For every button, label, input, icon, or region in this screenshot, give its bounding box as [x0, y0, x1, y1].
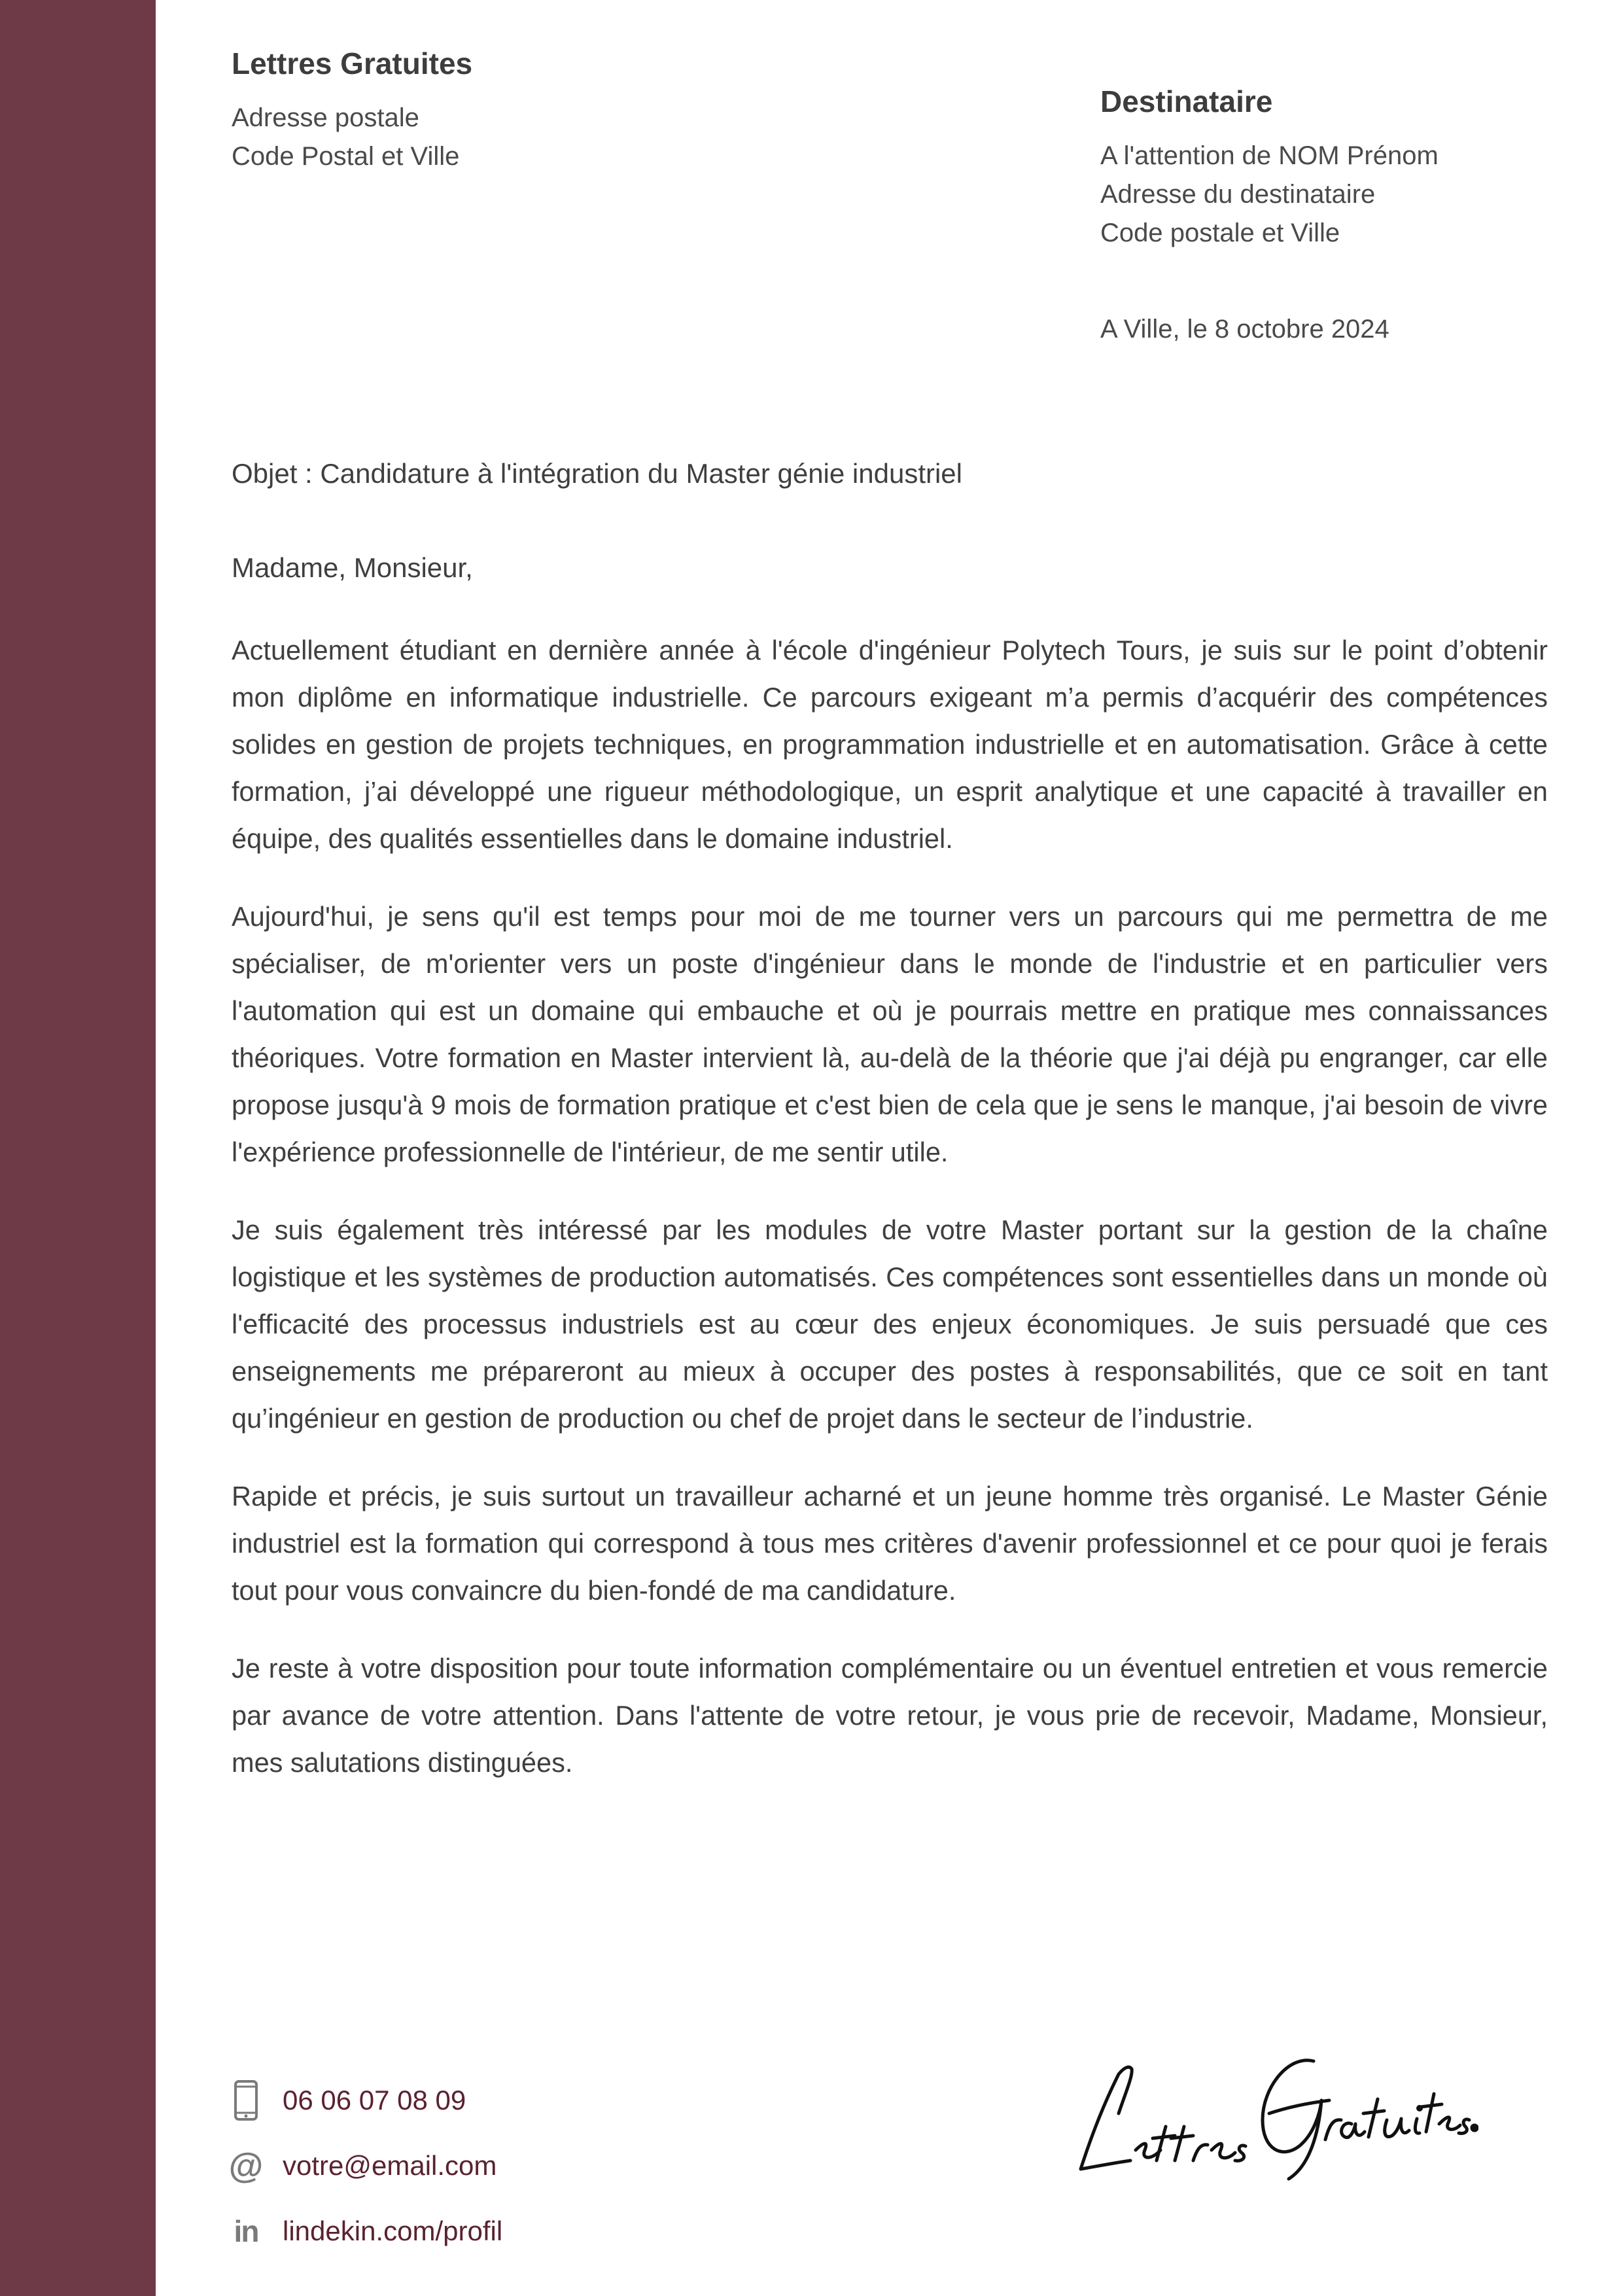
- contact-email[interactable]: votre@email.com: [283, 2150, 497, 2181]
- letter-salutation: Madame, Monsieur,: [232, 552, 473, 583]
- sender-name: Lettres Gratuites: [232, 46, 473, 80]
- body-paragraph: Rapide et précis, je suis surtout un travailleur acharné et un jeune homme très organisé. Le Master Génie industriel est la formation qui correspond à tous mes critères d'avenir professionnel et ce pour quoi je ferais tout pour vous convaincre du bien-fondé de ma candidature.: [232, 1481, 1548, 1606]
- handwritten-signature: [1073, 2015, 1478, 2185]
- sender-city: Code Postal et Ville: [232, 142, 460, 171]
- letter-body: [232, 627, 1548, 1817]
- recipient-address: Adresse du destinataire: [1100, 180, 1376, 209]
- contact-linkedin[interactable]: lindekin.com/profil: [283, 2216, 503, 2246]
- sender-address: Adresse postale: [232, 103, 419, 133]
- body-paragraph: Je suis également très intéressé par les modules de votre Master portant sur la gestion de la chaîne logistique et les systèmes de production automatisés. Ces compétences sont essentielles dans un monde où l'efficacité des processus industriels est au cœur des enjeux économiques. Je suis persuadé que ces enseignements me prépareront au mieux à occuper des postes à responsabilités, que ce soit en tant qu’ingénieur en gestion de production ou chef de projet dans le secteur de l’industrie.: [232, 1214, 1548, 1434]
- contact-email-row: [229, 2146, 818, 2185]
- letter-date: A Ville, le 8 octobre 2024: [1100, 315, 1389, 344]
- linkedin-icon: in: [234, 2214, 258, 2248]
- letter-subject: Objet : Candidature à l'intégration du Master génie industriel: [232, 458, 962, 489]
- recipient-city: Code postale et Ville: [1100, 219, 1340, 248]
- at-icon: @: [228, 2146, 264, 2185]
- contact-phone[interactable]: 06 06 07 08 09: [283, 2085, 466, 2115]
- body-paragraph: Je reste à votre disposition pour toute information complémentaire ou un éventuel entretien et vous remercie par avance de votre attention. Dans l'attente de votre retour, je vous prie de recevoir, Madame, Monsieur, mes salutations distinguées.: [232, 1653, 1548, 1778]
- sidebar-band: [0, 0, 156, 2296]
- recipient-title: Destinataire: [1100, 84, 1273, 118]
- body-paragraph: Actuellement étudiant en dernière année à l'école d'ingénieur Polytech Tours, je suis sur le point d’obtenir mon diplôme en informatique industrielle. Ce parcours exigeant m’a permis d’acquérir des compétences solides en gestion de projets techniques, en programmation industrielle et en automatisation. Grâce à cette formation, j’ai développé une rigueur méthodologique, un esprit analytique et une capacité à travailler en équipe, des qualités essentielles dans le domaine industriel.: [232, 635, 1548, 854]
- body-paragraph: Aujourd'hui, je sens qu'il est temps pour moi de me tourner vers un parcours qui me permettra de me spécialiser, de m'orienter vers un poste d'ingénieur dans le monde de l'industrie et en particulier vers l'automation qui est un domaine qui embauche et où je pourrais mettre en pratique mes connaissances théoriques. Votre formation en Master intervient là, au-delà de la théorie que j'ai déjà pu engranger, car elle propose jusqu'à 9 mois de formation pratique et c'est bien de cela que je sens le manque, j'ai besoin de vivre l'expérience professionnelle de l'intérieur, de me sentir utile.: [232, 901, 1548, 1167]
- sender-block: [232, 46, 820, 176]
- contact-block: [229, 2081, 818, 2277]
- contact-phone-row: [229, 2081, 818, 2120]
- phone-icon: [229, 2081, 263, 2120]
- recipient-block: [1100, 84, 1597, 253]
- recipient-attention: A l'attention de NOM Prénom: [1100, 141, 1439, 171]
- contact-linkedin-row: [229, 2212, 818, 2251]
